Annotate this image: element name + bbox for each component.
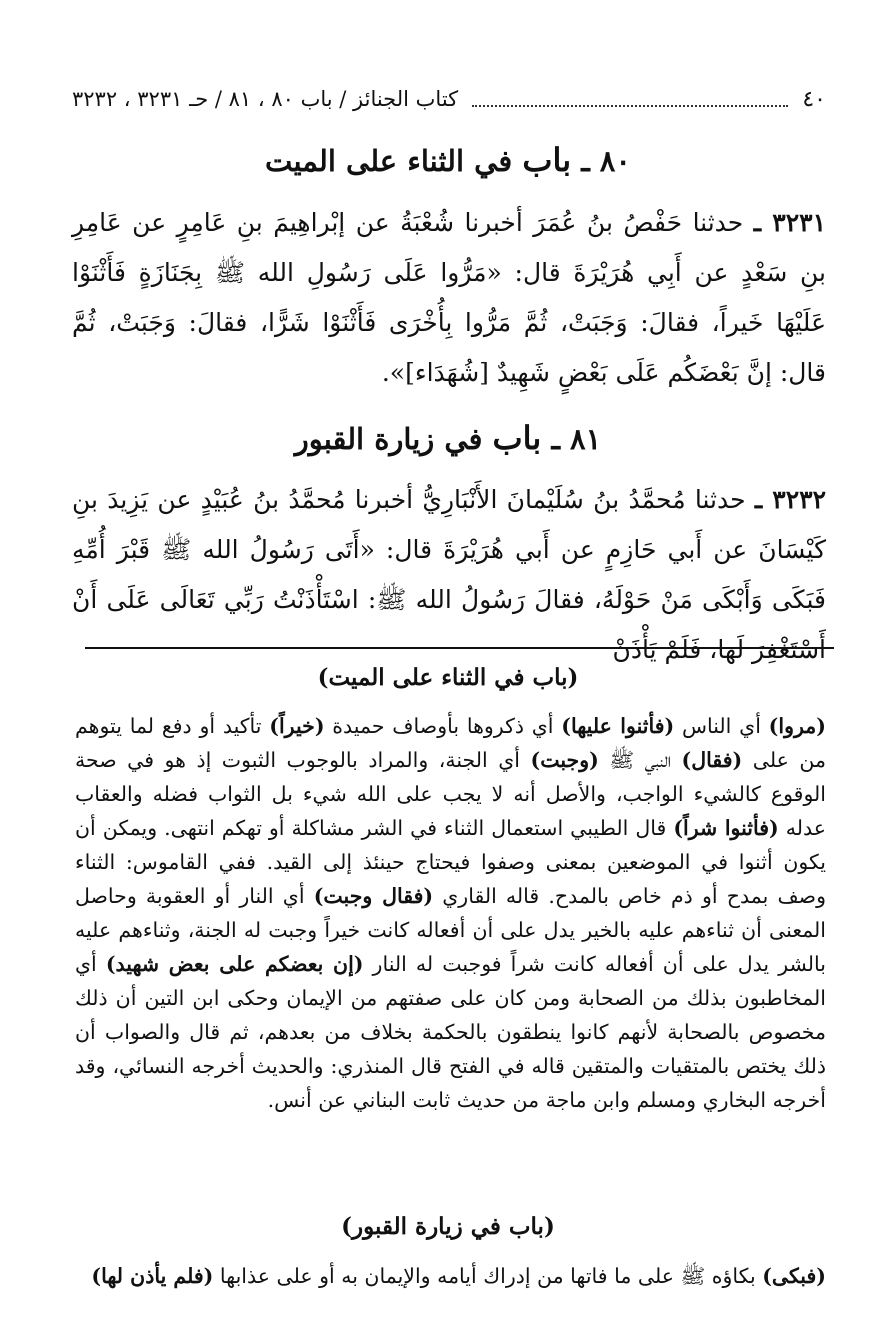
commentary-text-segment: أي المخاطبون بذلك من الصحابة ومن كان على صفتهم من الإيمان وحكى ابن التين أن ذلك مخصوص بالصحابة لأنهم كانوا ينطقون بالحكمة بخلاف من بعدهم، ثم قال والصواب أن ذلك يختص بالمتقيات والمتقين قاله في الفتح قال المنذري: والحديث أخرجه النسائي، وقد أخرجه البخاري ومسلم وابن ماجة من حديث ثابت البناني عن أنس. [75,952,826,1112]
chapter-81-bab: باب [492,419,542,457]
hadith-3231 [72,198,826,398]
header-dotted-leader [472,91,788,107]
commentary-heading-1: (باب في الثناء على الميت) [317,664,579,691]
commentary-lemma: (إن بعضكم على بعض شهيد) [105,952,364,976]
hadith-3232-text: حدثنا مُحمَّدُ بنُ سُلَيْمانَ الأَنْبَارِيُّ أخبرنا مُحمَّدُ بنُ عُبَيْدٍ عن يَزِيدَ بنِ كَيْسَانَ عن أَبي حَازِمٍ عن أَبي هُرَيْرَةَ قال: «أَتَى رَسُولُ الله ﷺ قَبْرَ أُمِّهِ فَبَكَى وَأَبْكَى مَنْ حَوْلَهُ، فقالَ رَسُولُ الله ﷺ: اسْتَأْذَنْتُ رَبِّي تَعَالَى عَلَى أَنْ أَسْتَغْفِرَ لَها، فَلَمْ يَأْذَنْ [72,485,826,664]
commentary-lemma: (فأثنوا شراً) [673,816,779,840]
commentary-text-segment: قال الطيبي استعمال الثناء في الشر مشاكلة أو تهكم انتهى. ويمكن أن يكون أثنوا في الموضعين بمعنى وصفوا فيحتاج حينئذ إلى القيد. ففي القاموس: الثناء وصف بمدح أو ذم خاص بالمدح. قاله القاري [75,816,826,908]
footnote-divider [85,647,834,649]
hadith-3232-number: ٣٢٣٢ ـ [754,485,827,514]
commentary-lemma: (فأثنوا عليها) [561,714,675,738]
commentary-text-segment: أي الناس [674,714,769,738]
commentary-heading-2: (باب في زيارة القبور) [341,1213,555,1240]
commentary-lemma: (مروا) [768,714,826,738]
commentary-text-segment: أي ذكروها بأوصاف حميدة [324,714,562,738]
chapter-81-title: في زيارة القبور [294,422,483,456]
commentary-text-segment: أي النار أو العقوبة وحاصل المعنى أن ثناءهم عليه بالخير يدل على أن أفعاله كانت خيراً وجبت له الجنة، وثناءهم عليه بالشر يدل على أن أفعاله كانت شراً فوجبت له النار [75,884,827,976]
commentary-text-segment: أي الجنة، والمراد بالوجوب الثبوت إذ هو في صحة الوقوع كالشيء الواجب، والأصل أنه لا يجب على الله شيء بل الثواب فضله والعقاب عدله [75,748,826,840]
chapter-81-number: ٨١ ـ [551,422,602,456]
chapter-80-title: في الثناء على الميت [265,144,513,178]
hadith-3232 [72,475,826,675]
commentary-text-segment: بكاؤه ﷺ على ما فاتها من إدراك أيامه والإيمان به أو على عذابها [213,1264,763,1288]
commentary-paragraph-1 [75,709,826,1117]
page-number: ٤٠ [802,86,826,112]
commentary-lemma: (خيراً) [269,714,325,738]
chapter-81-heading [70,419,826,457]
commentary-text-segment: تأكيد أو دفع لما يتوهم من على [75,714,826,772]
chapter-80-number: ٨٠ ـ [581,144,631,178]
running-title: كتاب الجنائز / باب ٨٠ ، ٨١ / حـ ٣٢٣١ ، ٣٢٣٢ [72,87,459,111]
hadith-3231-text: حدثنا حَفْصُ بنُ عُمَرَ أخبرنا شُعْبَةُ عن إبْراهِيمَ بنِ عَامِرٍ عن عَامِرِ بنِ سَعْدٍ عن أَبِي هُرَيْرَةَ قال: «مَرُّوا عَلَى رَسُولِ الله ﷺ بِجَنَازَةٍ فَأَثْنَوْا عَلَيْهَا خَيراً، فقالَ: وَجَبَتْ، ثُمَّ مَرُّوا بِأُخْرَى فَأَثْنَوْا شَرًّا، فقالَ: وَجَبَتْ، ثُمَّ قال: إنَّ بَعْضَكُم عَلَى بَعْضٍ شَهِيدٌ [شُهَدَاء]». [72,208,826,387]
commentary-lemma: (فلم يأذن لها) [91,1264,214,1288]
chapter-80-heading [70,141,826,179]
commentary-lemma: (فقال وجبت) [313,884,434,908]
commentary-lemma: (وجبت) [530,748,599,772]
hadith-3231-number: ٣٢٣١ ـ [753,208,826,237]
commentary-lemma: (فبكى) [762,1264,826,1288]
commentary-text-segment: النبي ﷺ [598,748,682,772]
running-header [72,84,826,114]
chapter-80-bab: باب [522,141,572,179]
commentary-paragraph-2 [75,1259,826,1293]
commentary-lemma: (فقال) [681,748,743,772]
